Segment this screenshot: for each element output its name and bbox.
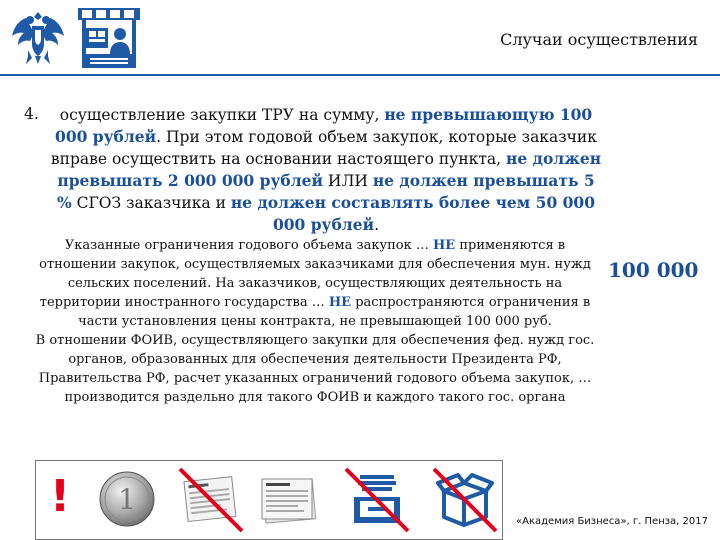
main-paragraph <box>24 104 602 236</box>
exclamation-icon: ! <box>50 471 71 522</box>
highlight-limit-5-percent: не должен превышать 5 % <box>57 171 595 212</box>
coin-denomination: 1 <box>118 483 136 516</box>
details-paragraph-1 <box>30 236 600 331</box>
kiosk-icon <box>76 6 142 70</box>
details-text <box>30 236 600 407</box>
slide-title: Случаи осуществления <box>500 30 698 49</box>
main-text-part: осуществление закупки ТРУ на сумму, <box>59 106 385 124</box>
main-text-part: СГОЗ заказчика и <box>71 194 231 212</box>
icons-panel <box>35 460 503 540</box>
coat-of-arms-icon <box>6 6 70 70</box>
main-text-part: ИЛИ <box>323 172 373 190</box>
documents-stack-icon <box>256 471 322 529</box>
details-text-part: распространяются ограничения в части установления цены контракта, не превышающей 100 000 руб. <box>78 295 591 329</box>
header-bar <box>0 0 720 76</box>
main-text-part: . При этом годовой объем закупок, которые заказчик вправе осуществить на основании настоящего пункта, <box>50 128 597 168</box>
highlight-limit-2000000: не должен превышать 2 000 000 рублей <box>57 149 602 190</box>
emphasis-ne: НЕ <box>328 295 352 310</box>
crossed-cash-register-icon <box>342 465 412 535</box>
ruble-coin-icon <box>98 469 156 529</box>
highlight-limit-50000000: не должен составлять более чем 50 000 000 рублей <box>230 193 595 234</box>
details-paragraph-2: В отношении ФОИВ, осуществляющего закупки для обеспечения фед. нужд гос. органов, образованных для обеспечения деятельности Президента РФ, Правительства РФ, расчет указанных ограничений годового объема закупок, … производится раздельно для такого ФОИВ и каждого такого гос. органа <box>35 333 595 405</box>
crossed-delivery-box-icon <box>430 465 500 535</box>
highlight-limit-100000: не превышающую 100 000 рублей <box>55 105 593 146</box>
side-amount: 100 000 <box>608 258 699 282</box>
main-text-part: . <box>374 216 380 234</box>
footer-caption: «Академия Бизнеса», г. Пенза, 2017 <box>516 516 708 527</box>
crossed-contract-document-icon <box>176 465 246 535</box>
emphasis-ne: НЕ <box>433 238 456 253</box>
details-text-part: Указанные ограничения годового объема закупок … <box>64 238 433 253</box>
item-number: 4. <box>24 105 39 123</box>
details-text-part: применяются в отношении закупок, осуществляемых заказчиками для обеспечения мун. нужд сельских поселений. На заказчиков, осуществляющих деятельность на территории иностранного государства … <box>39 238 591 310</box>
